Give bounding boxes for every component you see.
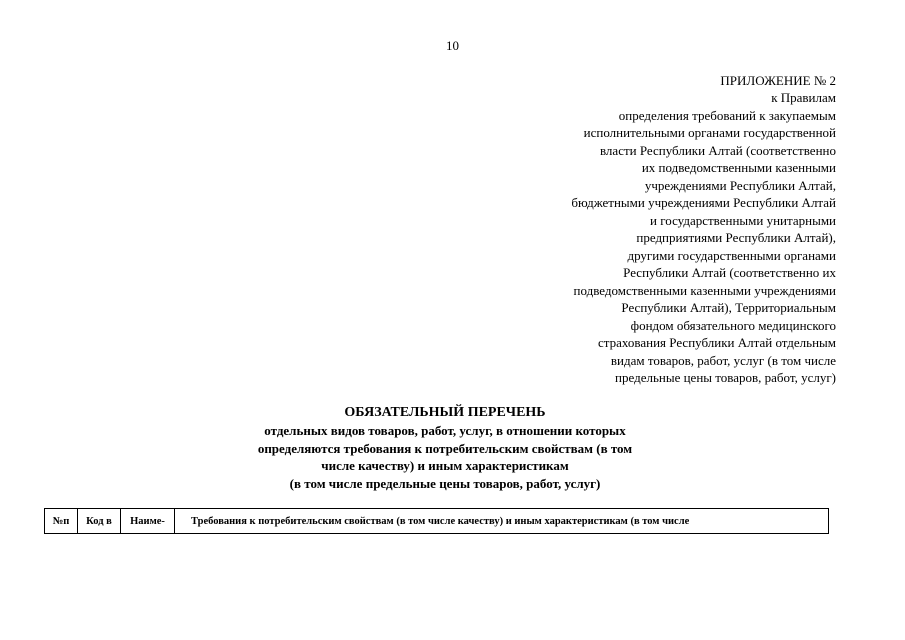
- appendix-line: подведомственными казенными учреждениями: [573, 282, 836, 298]
- table-header-cell-number: №п: [45, 509, 78, 533]
- heading-line: (в том числе предельные цены товаров, работ, услуг): [289, 475, 601, 491]
- appendix-line: видам товаров, работ, услуг (в том числе: [610, 352, 836, 368]
- appendix-line: исполнительными органами государственной: [583, 125, 836, 140]
- heading-line: определяются требования к потребительским свойствам (в том: [257, 440, 633, 456]
- table-header-cell-name: Наиме-: [121, 509, 175, 533]
- document-heading: [195, 404, 695, 492]
- appendix-line: страхования Республики Алтай отдельным: [598, 335, 836, 350]
- appendix-line: Республики Алтай (соответственно их: [623, 265, 836, 280]
- appendix-line: фондом обязательного медицинского: [630, 317, 836, 333]
- heading-line: отдельных видов товаров, работ, услуг, в отношении которых: [264, 423, 626, 438]
- appendix-block: [416, 72, 836, 387]
- appendix-title: ПРИЛОЖЕНИЕ № 2: [720, 73, 836, 88]
- appendix-line: их подведомственными казенными: [641, 160, 836, 175]
- appendix-line: бюджетными учреждениями Республики Алтай: [571, 195, 836, 210]
- appendix-line: Республики Алтай), Территориальным: [621, 300, 836, 315]
- heading-title: ОБЯЗАТЕЛЬНЫЙ ПЕРЕЧЕНЬ: [344, 405, 546, 420]
- appendix-line: и государственными унитарными: [650, 212, 836, 228]
- page-number: 10: [446, 38, 459, 53]
- table-header-row: [44, 508, 829, 534]
- appendix-line: к Правилам: [771, 90, 836, 105]
- appendix-line: определения требований к закупаемым: [618, 107, 836, 123]
- appendix-line: предельные цены товаров, работ, услуг): [615, 370, 836, 385]
- heading-line: числе качеству) и иным характеристикам: [321, 458, 569, 473]
- appendix-line: учреждениями Республики Алтай,: [644, 177, 836, 193]
- table-header-cell-code: Код в: [78, 509, 121, 533]
- table-header-cell-requirements: Требования к потребительским свойствам (в том числе качеству) и иным характеристикам (в том числе: [191, 515, 690, 527]
- appendix-line: власти Республики Алтай (соответственно: [599, 142, 836, 158]
- appendix-line: другими государственными органами: [627, 247, 836, 263]
- appendix-line: предприятиями Республики Алтай),: [636, 230, 836, 245]
